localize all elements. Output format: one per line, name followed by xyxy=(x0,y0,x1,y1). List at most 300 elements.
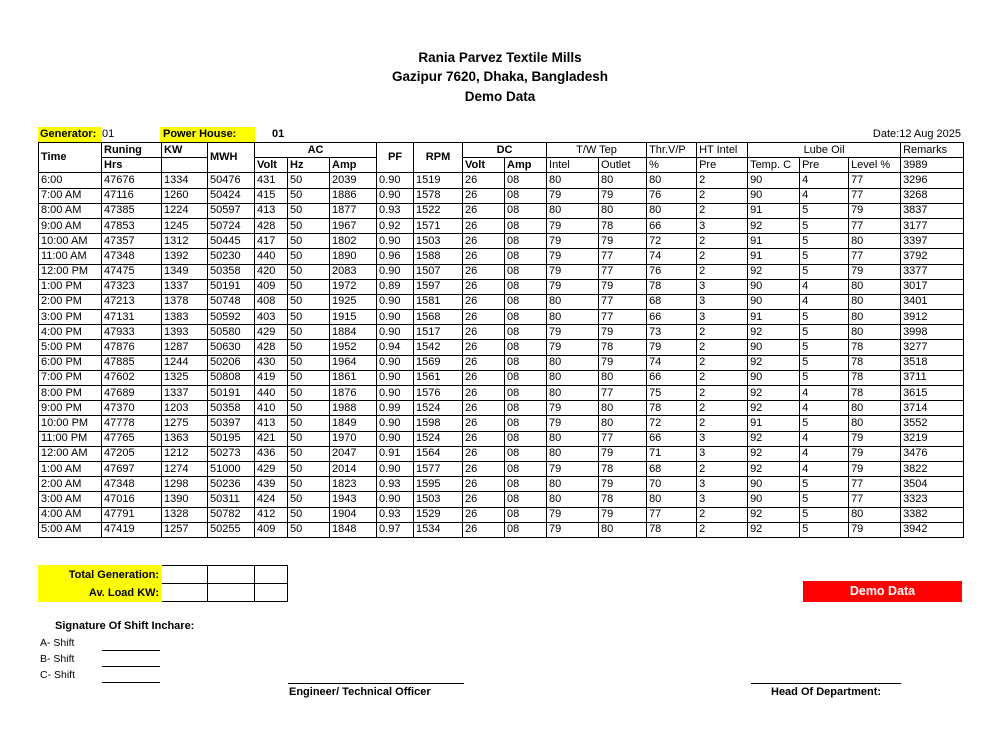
cell-lube-temp: 91 xyxy=(748,234,800,249)
cell-lube-temp: 90 xyxy=(748,279,800,294)
cell-ac-volt: 429 xyxy=(255,325,288,340)
cell-ac-amp: 2039 xyxy=(330,173,377,188)
cell-mwh: 50311 xyxy=(208,492,255,507)
cell-lube-pre: 5 xyxy=(800,370,849,385)
cell-remarks: 3277 xyxy=(901,340,964,355)
cell-lube-level: 79 xyxy=(849,431,901,446)
cell-pf: 0.90 xyxy=(377,188,414,203)
cell-ac-hz: 50 xyxy=(288,325,330,340)
cell-mwh: 50724 xyxy=(208,218,255,233)
cell-lube-pre: 4 xyxy=(800,173,849,188)
cell-ac-volt: 417 xyxy=(255,234,288,249)
cell-ac-volt: 440 xyxy=(255,249,288,264)
cell-ac-hz: 50 xyxy=(288,461,330,476)
cell-thr-pct: 72 xyxy=(647,416,697,431)
table-row xyxy=(39,401,964,416)
table-row xyxy=(39,386,964,401)
cell-lube-pre: 5 xyxy=(800,218,849,233)
cell-lube-level: 79 xyxy=(849,203,901,218)
cell-kw: 1393 xyxy=(162,325,208,340)
table-row xyxy=(39,249,964,264)
cell-kw: 1224 xyxy=(162,203,208,218)
cell-tw-intel: 79 xyxy=(547,325,599,340)
cell-kw: 1245 xyxy=(162,218,208,233)
demo-data-badge: Demo Data xyxy=(803,581,962,602)
cell-time: 2:00 AM xyxy=(39,477,102,492)
cell-time: 8:00 AM xyxy=(39,203,102,218)
cell-time: 6:00 xyxy=(39,173,102,188)
cell-lube-pre: 4 xyxy=(800,446,849,461)
cell-ac-hz: 50 xyxy=(288,446,330,461)
cell-dc-amp: 08 xyxy=(505,507,547,522)
table-row xyxy=(39,264,964,279)
cell-tw-intel: 79 xyxy=(547,401,599,416)
cell-lube-pre: 4 xyxy=(800,279,849,294)
cell-dc-volt: 26 xyxy=(463,234,505,249)
date-value: 12 Aug 2025 xyxy=(899,128,961,140)
cell-ac-amp: 1970 xyxy=(330,431,377,446)
cell-rpm: 1524 xyxy=(414,431,463,446)
cell-ac-hz: 50 xyxy=(288,370,330,385)
powerhouse-label: Power House: xyxy=(160,127,255,142)
cell-dc-amp: 08 xyxy=(505,173,547,188)
col-pf: PF xyxy=(377,143,414,173)
total-mwh-cell[interactable] xyxy=(208,566,255,584)
cell-mwh: 50195 xyxy=(208,431,255,446)
cell-remarks: 3177 xyxy=(901,218,964,233)
cell-lube-pre: 5 xyxy=(800,416,849,431)
cell-ac-amp: 1884 xyxy=(330,325,377,340)
cell-ac-amp: 1943 xyxy=(330,492,377,507)
cell-ac-hz: 50 xyxy=(288,431,330,446)
col-temp: Temp. C xyxy=(748,158,800,173)
col-ac-amp: Amp xyxy=(330,158,377,173)
cell-dc-amp: 08 xyxy=(505,264,547,279)
generator-log-table xyxy=(38,142,964,538)
cell-ac-volt: 428 xyxy=(255,340,288,355)
cell-pf: 0.92 xyxy=(377,218,414,233)
cell-kw: 1328 xyxy=(162,507,208,522)
cell-ac-amp: 1988 xyxy=(330,401,377,416)
col-intel: Intel xyxy=(547,158,599,173)
cell-lube-pre: 4 xyxy=(800,461,849,476)
cell-lube-pre: 5 xyxy=(800,249,849,264)
avg-kw-cell[interactable] xyxy=(162,584,208,602)
cell-tw-outlet: 80 xyxy=(599,173,647,188)
cell-ac-volt: 409 xyxy=(255,279,288,294)
avg-volt-cell[interactable] xyxy=(255,584,288,602)
cell-kw: 1275 xyxy=(162,416,208,431)
cell-dc-volt: 26 xyxy=(463,264,505,279)
cell-mwh: 50476 xyxy=(208,173,255,188)
cell-ac-amp: 1876 xyxy=(330,386,377,401)
cell-kw: 1392 xyxy=(162,249,208,264)
cell-time: 2:00 PM xyxy=(39,294,102,309)
cell-running-hrs: 47885 xyxy=(102,355,162,370)
cell-ac-hz: 50 xyxy=(288,355,330,370)
cell-thr-pct: 78 xyxy=(647,522,697,537)
cell-lube-level: 79 xyxy=(849,446,901,461)
total-generation-row xyxy=(39,566,288,584)
cell-dc-volt: 26 xyxy=(463,370,505,385)
cell-running-hrs: 47689 xyxy=(102,386,162,401)
cell-tw-intel: 79 xyxy=(547,264,599,279)
cell-running-hrs: 47697 xyxy=(102,461,162,476)
cell-tw-outlet: 77 xyxy=(599,310,647,325)
cell-ht-pre: 2 xyxy=(697,416,748,431)
cell-time: 7:00 AM xyxy=(39,188,102,203)
cell-lube-level: 77 xyxy=(849,218,901,233)
cell-lube-temp: 91 xyxy=(748,249,800,264)
report-date xyxy=(873,127,961,142)
cell-dc-amp: 08 xyxy=(505,431,547,446)
cell-tw-intel: 79 xyxy=(547,249,599,264)
cell-remarks: 3942 xyxy=(901,522,964,537)
shift-c-label: C- Shift xyxy=(40,669,76,681)
cell-tw-intel: 80 xyxy=(547,173,599,188)
col-outlet: Outlet xyxy=(599,158,647,173)
cell-ac-volt: 440 xyxy=(255,386,288,401)
cell-remarks: 3268 xyxy=(901,188,964,203)
cell-ac-hz: 50 xyxy=(288,416,330,431)
cell-running-hrs: 47676 xyxy=(102,173,162,188)
cell-kw: 1337 xyxy=(162,279,208,294)
col-ht-pre: Pre xyxy=(697,158,748,173)
cell-ac-hz: 50 xyxy=(288,340,330,355)
col-thr: Thr.V/P xyxy=(647,143,697,158)
cell-dc-volt: 26 xyxy=(463,446,505,461)
cell-mwh: 50748 xyxy=(208,294,255,309)
cell-rpm: 1503 xyxy=(414,492,463,507)
cell-ac-hz: 50 xyxy=(288,249,330,264)
cell-ac-hz: 50 xyxy=(288,218,330,233)
cell-dc-amp: 08 xyxy=(505,401,547,416)
cell-running-hrs: 47213 xyxy=(102,294,162,309)
cell-dc-volt: 26 xyxy=(463,416,505,431)
cell-kw: 1383 xyxy=(162,310,208,325)
cell-kw: 1244 xyxy=(162,355,208,370)
cell-ac-amp: 2014 xyxy=(330,461,377,476)
cell-lube-temp: 91 xyxy=(748,416,800,431)
cell-remarks: 3711 xyxy=(901,370,964,385)
cell-thr-pct: 80 xyxy=(647,492,697,507)
cell-pf: 0.97 xyxy=(377,522,414,537)
cell-lube-level: 79 xyxy=(849,522,901,537)
col-mwh: MWH xyxy=(208,143,255,173)
cell-tw-intel: 79 xyxy=(547,218,599,233)
cell-time: 3:00 PM xyxy=(39,310,102,325)
cell-ac-hz: 50 xyxy=(288,173,330,188)
cell-rpm: 1507 xyxy=(414,264,463,279)
shift-a-signature-line[interactable] xyxy=(102,650,160,651)
cell-lube-level: 80 xyxy=(849,294,901,309)
cell-mwh: 50597 xyxy=(208,203,255,218)
cell-lube-temp: 92 xyxy=(748,386,800,401)
cell-ac-volt: 421 xyxy=(255,431,288,446)
cell-thr-pct: 68 xyxy=(647,461,697,476)
cell-tw-outlet: 78 xyxy=(599,340,647,355)
cell-lube-temp: 92 xyxy=(748,355,800,370)
cell-time: 3:00 AM xyxy=(39,492,102,507)
cell-lube-level: 80 xyxy=(849,401,901,416)
cell-remarks: 3323 xyxy=(901,492,964,507)
cell-ht-pre: 2 xyxy=(697,203,748,218)
cell-thr-pct: 66 xyxy=(647,310,697,325)
cell-mwh: 50191 xyxy=(208,386,255,401)
table-row xyxy=(39,507,964,522)
cell-time: 4:00 AM xyxy=(39,507,102,522)
cell-tw-intel: 80 xyxy=(547,203,599,218)
table-row xyxy=(39,340,964,355)
cell-rpm: 1597 xyxy=(414,279,463,294)
col-ht: HT Intel xyxy=(697,143,748,158)
cell-kw: 1349 xyxy=(162,264,208,279)
table-row xyxy=(39,173,964,188)
cell-running-hrs: 47348 xyxy=(102,477,162,492)
cell-mwh: 50397 xyxy=(208,416,255,431)
cell-kw: 1274 xyxy=(162,461,208,476)
cell-thr-pct: 79 xyxy=(647,340,697,355)
cell-pf: 0.90 xyxy=(377,355,414,370)
cell-tw-outlet: 79 xyxy=(599,234,647,249)
cell-kw: 1287 xyxy=(162,340,208,355)
cell-thr-pct: 66 xyxy=(647,370,697,385)
cell-lube-temp: 91 xyxy=(748,310,800,325)
col-tw: T/W Tep xyxy=(547,143,647,158)
cell-ac-volt: 413 xyxy=(255,416,288,431)
cell-dc-amp: 08 xyxy=(505,492,547,507)
cell-pf: 0.90 xyxy=(377,386,414,401)
cell-ac-hz: 50 xyxy=(288,477,330,492)
cell-dc-volt: 26 xyxy=(463,461,505,476)
cell-lube-pre: 5 xyxy=(800,325,849,340)
cell-ac-amp: 2047 xyxy=(330,446,377,461)
cell-ht-pre: 2 xyxy=(697,188,748,203)
header-row-2 xyxy=(39,158,964,173)
cell-tw-outlet: 79 xyxy=(599,446,647,461)
cell-tw-outlet: 77 xyxy=(599,264,647,279)
cell-dc-amp: 08 xyxy=(505,310,547,325)
cell-dc-volt: 26 xyxy=(463,249,505,264)
col-remarks-first: 3989 xyxy=(901,158,964,173)
total-kw-cell[interactable] xyxy=(162,566,208,584)
cell-thr-pct: 68 xyxy=(647,294,697,309)
cell-ac-amp: 2083 xyxy=(330,264,377,279)
cell-tw-intel: 80 xyxy=(547,355,599,370)
cell-ht-pre: 2 xyxy=(697,386,748,401)
cell-tw-outlet: 79 xyxy=(599,477,647,492)
cell-ac-hz: 50 xyxy=(288,234,330,249)
cell-lube-temp: 90 xyxy=(748,294,800,309)
cell-lube-pre: 5 xyxy=(800,355,849,370)
cell-thr-pct: 74 xyxy=(647,249,697,264)
cell-pf: 0.90 xyxy=(377,431,414,446)
cell-running-hrs: 47602 xyxy=(102,370,162,385)
cell-time: 5:00 AM xyxy=(39,522,102,537)
cell-rpm: 1581 xyxy=(414,294,463,309)
cell-ht-pre: 2 xyxy=(697,234,748,249)
cell-rpm: 1578 xyxy=(414,188,463,203)
cell-tw-intel: 80 xyxy=(547,294,599,309)
cell-remarks: 3822 xyxy=(901,461,964,476)
cell-pf: 0.99 xyxy=(377,401,414,416)
col-level: Level % xyxy=(849,158,901,173)
cell-running-hrs: 47016 xyxy=(102,492,162,507)
cell-kw: 1203 xyxy=(162,401,208,416)
head-signature-line[interactable] xyxy=(751,683,901,684)
cell-pf: 0.90 xyxy=(377,173,414,188)
cell-ht-pre: 2 xyxy=(697,507,748,522)
table-row xyxy=(39,355,964,370)
cell-kw: 1337 xyxy=(162,386,208,401)
cell-mwh: 50580 xyxy=(208,325,255,340)
cell-pf: 0.90 xyxy=(377,294,414,309)
cell-time: 9:00 AM xyxy=(39,218,102,233)
cell-lube-level: 78 xyxy=(849,386,901,401)
cell-thr-pct: 72 xyxy=(647,234,697,249)
cell-remarks: 3998 xyxy=(901,325,964,340)
cell-dc-volt: 26 xyxy=(463,188,505,203)
log-body xyxy=(39,173,964,538)
cell-remarks: 3552 xyxy=(901,416,964,431)
cell-remarks: 3912 xyxy=(901,310,964,325)
cell-running-hrs: 47765 xyxy=(102,431,162,446)
cell-mwh: 50358 xyxy=(208,401,255,416)
cell-thr-pct: 71 xyxy=(647,446,697,461)
cell-thr-pct: 70 xyxy=(647,477,697,492)
head-label: Head Of Department: xyxy=(771,686,882,698)
cell-time: 5:00 PM xyxy=(39,340,102,355)
col-dc-amp: Amp xyxy=(505,158,547,173)
cell-time: 1:00 PM xyxy=(39,279,102,294)
cell-pf: 0.93 xyxy=(377,507,414,522)
col-hrs: Hrs xyxy=(102,158,162,173)
report-subtitle: Demo Data xyxy=(464,89,536,104)
cell-ac-volt: 409 xyxy=(255,522,288,537)
powerhouse-value: 01 xyxy=(272,128,285,140)
cell-ac-hz: 50 xyxy=(288,492,330,507)
cell-pf: 0.91 xyxy=(377,446,414,461)
cell-kw: 1390 xyxy=(162,492,208,507)
cell-rpm: 1534 xyxy=(414,522,463,537)
cell-dc-amp: 08 xyxy=(505,340,547,355)
cell-ac-amp: 1886 xyxy=(330,188,377,203)
cell-lube-level: 77 xyxy=(849,249,901,264)
cell-running-hrs: 47348 xyxy=(102,249,162,264)
shift-c-signature-line[interactable] xyxy=(102,682,160,683)
cell-time: 4:00 PM xyxy=(39,325,102,340)
cell-running-hrs: 47131 xyxy=(102,310,162,325)
cell-tw-outlet: 79 xyxy=(599,355,647,370)
cell-mwh: 50808 xyxy=(208,370,255,385)
cell-kw: 1334 xyxy=(162,173,208,188)
cell-remarks: 3615 xyxy=(901,386,964,401)
cell-pf: 0.90 xyxy=(377,461,414,476)
cell-remarks: 3401 xyxy=(901,294,964,309)
cell-rpm: 1576 xyxy=(414,386,463,401)
totals-table xyxy=(38,565,288,602)
cell-tw-outlet: 78 xyxy=(599,492,647,507)
shift-b-label: B- Shift xyxy=(40,653,75,665)
date-label: Date: xyxy=(872,128,900,140)
engineer-signature-line[interactable] xyxy=(288,683,464,684)
cell-ac-amp: 1877 xyxy=(330,203,377,218)
cell-kw: 1363 xyxy=(162,431,208,446)
cell-rpm: 1577 xyxy=(414,461,463,476)
cell-running-hrs: 47419 xyxy=(102,522,162,537)
cell-pf: 0.89 xyxy=(377,279,414,294)
avg-mwh-cell[interactable] xyxy=(208,584,255,602)
cell-lube-temp: 92 xyxy=(748,325,800,340)
cell-time: 10:00 AM xyxy=(39,234,102,249)
cell-running-hrs: 47778 xyxy=(102,416,162,431)
cell-rpm: 1588 xyxy=(414,249,463,264)
cell-dc-amp: 08 xyxy=(505,249,547,264)
cell-remarks: 3504 xyxy=(901,477,964,492)
cell-ac-amp: 1802 xyxy=(330,234,377,249)
cell-dc-volt: 26 xyxy=(463,325,505,340)
table-row xyxy=(39,431,964,446)
cell-remarks: 3837 xyxy=(901,203,964,218)
col-pct: % xyxy=(647,158,697,173)
cell-tw-outlet: 77 xyxy=(599,249,647,264)
cell-running-hrs: 47475 xyxy=(102,264,162,279)
cell-time: 12:00 AM xyxy=(39,446,102,461)
total-volt-cell[interactable] xyxy=(255,566,288,584)
cell-ht-pre: 3 xyxy=(697,431,748,446)
cell-running-hrs: 47385 xyxy=(102,203,162,218)
col-time: Time xyxy=(39,143,102,173)
cell-thr-pct: 66 xyxy=(647,218,697,233)
col-dc: DC xyxy=(463,143,547,158)
cell-rpm: 1519 xyxy=(414,173,463,188)
cell-remarks: 3476 xyxy=(901,446,964,461)
cell-ac-volt: 428 xyxy=(255,218,288,233)
cell-dc-volt: 26 xyxy=(463,218,505,233)
table-row xyxy=(39,416,964,431)
cell-thr-pct: 73 xyxy=(647,325,697,340)
cell-lube-temp: 92 xyxy=(748,446,800,461)
cell-mwh: 50782 xyxy=(208,507,255,522)
cell-ac-volt: 419 xyxy=(255,370,288,385)
cell-ht-pre: 2 xyxy=(697,401,748,416)
cell-tw-outlet: 79 xyxy=(599,325,647,340)
cell-pf: 0.90 xyxy=(377,234,414,249)
cell-running-hrs: 47791 xyxy=(102,507,162,522)
cell-remarks: 3377 xyxy=(901,264,964,279)
total-generation-label: Total Generation: xyxy=(39,566,162,584)
cell-thr-pct: 66 xyxy=(647,431,697,446)
cell-ht-pre: 2 xyxy=(697,370,748,385)
shift-b-signature-line[interactable] xyxy=(102,666,160,667)
cell-tw-outlet: 78 xyxy=(599,461,647,476)
cell-lube-level: 80 xyxy=(849,416,901,431)
cell-kw: 1257 xyxy=(162,522,208,537)
cell-ac-hz: 50 xyxy=(288,264,330,279)
cell-rpm: 1569 xyxy=(414,355,463,370)
cell-lube-level: 78 xyxy=(849,340,901,355)
cell-lube-level: 79 xyxy=(849,264,901,279)
cell-tw-intel: 79 xyxy=(547,507,599,522)
cell-tw-intel: 79 xyxy=(547,416,599,431)
cell-lube-level: 78 xyxy=(849,370,901,385)
col-remarks: Remarks xyxy=(901,143,964,158)
avg-load-row xyxy=(39,584,288,602)
cell-tw-outlet: 79 xyxy=(599,188,647,203)
cell-dc-amp: 08 xyxy=(505,294,547,309)
cell-pf: 0.90 xyxy=(377,325,414,340)
cell-dc-amp: 08 xyxy=(505,370,547,385)
